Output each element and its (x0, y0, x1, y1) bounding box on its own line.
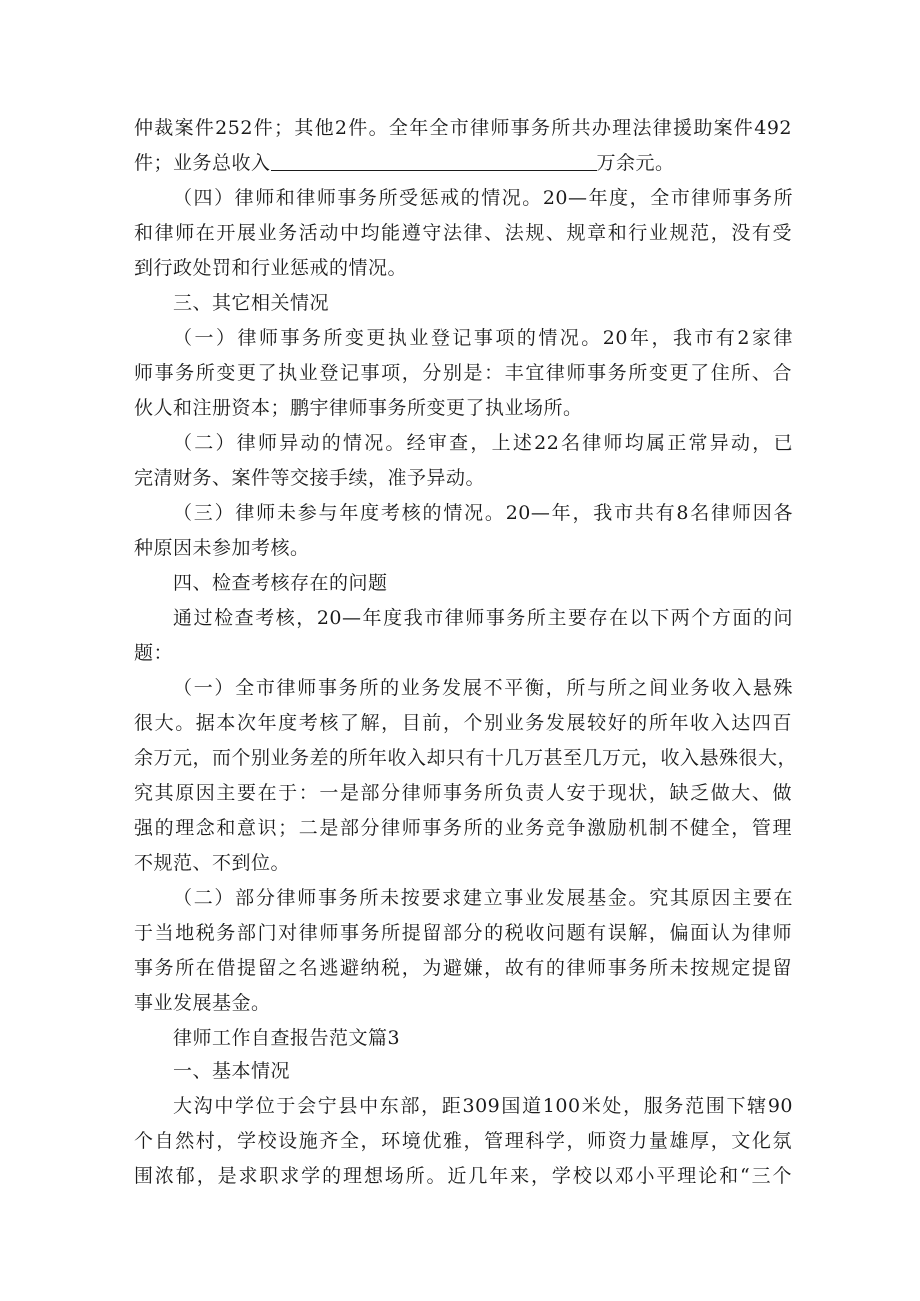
paragraph-line: 种原因未参加考核。 (134, 537, 310, 559)
paragraph-line: （四）律师和律师事务所受惩戒的情况。20—年度，全市律师事务所 (173, 187, 793, 209)
paragraph-line: 强的理念和意识；二是部分律师事务所的业务竞争激励机制不健全，管理 (134, 817, 792, 839)
paragraph-line: 于当地税务部门对律师事务所提留部分的税收问题有误解，偏面认为律师 (134, 922, 792, 944)
paragraph-line (134, 151, 920, 175)
fill-in-blank (271, 152, 597, 171)
paragraph-line: （二）律师异动的情况。经审查，上述22名律师均属正常异动，已 (173, 432, 793, 454)
paragraph-line: （一）律师事务所变更执业登记事项的情况。20年，我市有2家律 (173, 327, 793, 349)
article-title: 律师工作自查报告范文篇3 (173, 1027, 401, 1049)
section-heading: 三、其它相关情况 (173, 292, 330, 314)
paragraph-line: 师事务所变更了执业登记事项，分别是：丰宜律师事务所变更了住所、合 (134, 362, 792, 384)
paragraph-line: 到行政处罚和行业惩戒的情况。 (134, 257, 408, 279)
section-heading: 四、检查考核存在的问题 (173, 572, 388, 594)
paragraph-line: （二）部分律师事务所未按要求建立事业发展基金。究其原因主要在 (173, 887, 793, 909)
paragraph-line: 很大。据本次年度考核了解，目前，个别业务发展较好的所年收入达四百 (134, 712, 792, 734)
blank-suffix: 万余元。 (596, 152, 675, 174)
paragraph-line: 事业发展基金。 (134, 992, 271, 1014)
blank-prefix: 件；业务总收入 (134, 152, 271, 174)
paragraph-line: 伙人和注册资本；鹏宇律师事务所变更了执业场所。 (134, 397, 583, 419)
paragraph-line: 和律师在开展业务活动中均能遵守法律、法规、规章和行业规范，没有受 (134, 222, 792, 244)
paragraph-line: 不规范、不到位。 (134, 852, 291, 874)
paragraph-line: 个自然村，学校设施齐全，环境优雅，管理科学，师资力量雄厚，文化氛 (134, 1130, 792, 1152)
paragraph-line: 围浓郁，是求职求学的理想场所。近几年来，学校以邓小平理论和“三个 (134, 1165, 792, 1187)
paragraph-line: （三）律师未参与年度考核的情况。20—年，我市共有8名律师因各 (173, 502, 793, 524)
paragraph-line: 余万元，而个别业务差的所年收入却只有十几万甚至几万元，收入悬殊很大， (134, 747, 798, 769)
paragraph-line: 究其原因主要在于：一是部分律师事务所负责人安于现状，缺乏做大、做 (134, 782, 792, 804)
section-heading: 一、基本情况 (173, 1060, 291, 1082)
paragraph-line: 完清财务、案件等交接手续，准予异动。 (134, 467, 486, 489)
paragraph-line: （一）全市律师事务所的业务发展不平衡，所与所之间业务收入悬殊 (173, 677, 793, 699)
paragraph-line: 题： (134, 642, 174, 664)
paragraph-line: 大沟中学位于会宁县中东部，距309国道100米处，服务范围下辖90 (173, 1095, 793, 1117)
paragraph-line: 通过检查考核，20—年度我市律师事务所主要存在以下两个方面的问 (173, 607, 793, 629)
paragraph-line: 仲裁案件252件；其他2件。全年全市律师事务所共办理法律援助案件492 (134, 117, 792, 139)
paragraph-line: 事务所在借提留之名逃避纳税，为避嫌，故有的律师事务所未按规定提留 (134, 957, 792, 979)
